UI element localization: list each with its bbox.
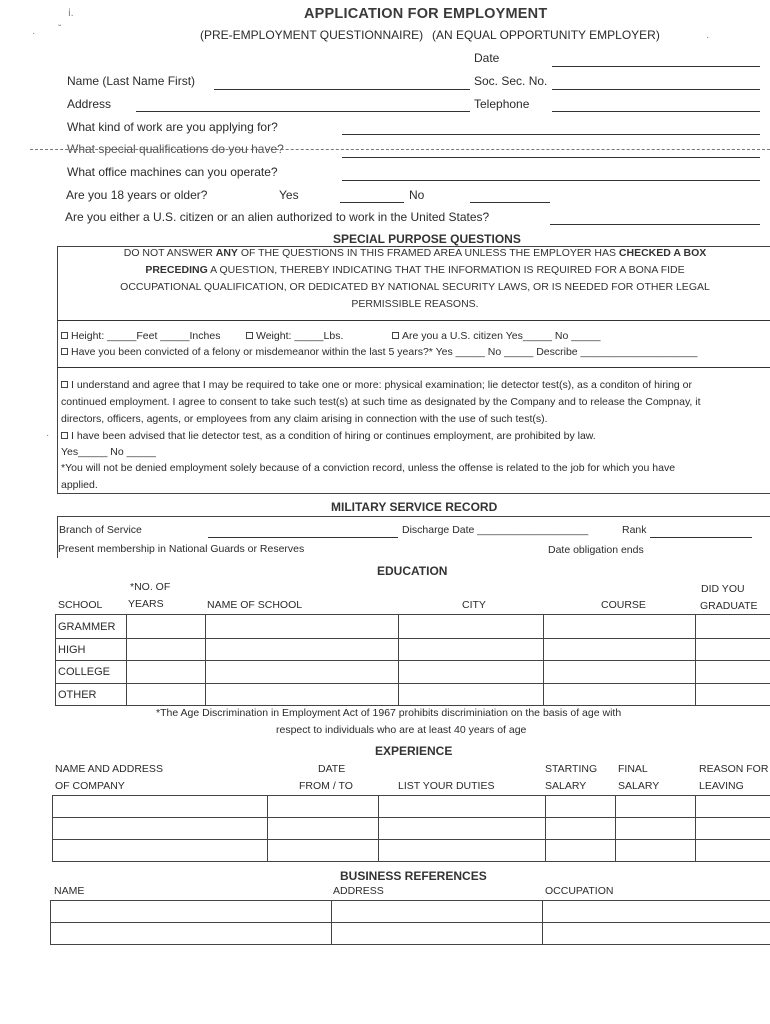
date-field[interactable] — [552, 66, 760, 67]
table-cell[interactable] — [53, 818, 268, 840]
table-cell[interactable] — [616, 840, 696, 862]
experience-table — [52, 795, 770, 862]
branch-label: Branch of Service — [59, 524, 142, 536]
agree-line-1: I understand and agree that I may be required to take one or more: physical examination; lie detector test(s), as a conditon of hiring or — [61, 379, 692, 391]
table-cell[interactable] — [543, 923, 770, 945]
company-header-1: NAME AND ADDRESS — [55, 763, 163, 775]
us-citizen-row: Are you a U.S. citizen Yes_____ No _____ — [392, 330, 600, 342]
machines-question: What office machines can you operate? — [67, 165, 278, 179]
table-cell[interactable] — [331, 923, 543, 945]
weight-checkbox[interactable] — [246, 332, 253, 339]
table-cell[interactable] — [398, 639, 544, 661]
address-field[interactable] — [136, 111, 470, 112]
table-cell[interactable] — [696, 639, 770, 661]
name-field[interactable] — [214, 89, 470, 90]
date-header-2: FROM / TO — [299, 780, 353, 792]
table-cell[interactable] — [126, 684, 205, 706]
education-heading: EDUCATION — [377, 564, 448, 578]
age-note-2: respect to individuals who are at least 40 years of age — [276, 724, 527, 736]
table-row — [53, 796, 770, 818]
table-cell[interactable] — [398, 661, 544, 684]
notice-divider — [57, 320, 770, 321]
table-cell[interactable] — [543, 901, 770, 923]
table-cell[interactable] — [398, 684, 544, 706]
table-cell[interactable] — [205, 615, 398, 639]
references-heading: BUSINESS REFERENCES — [340, 869, 487, 883]
scan-mark: · — [706, 32, 710, 43]
table-cell[interactable] — [378, 796, 546, 818]
form-subtitle-right: (AN EQUAL OPPORTUNITY EMPLOYER) — [432, 28, 660, 42]
ssn-label: Soc. Sec. No. — [474, 74, 548, 88]
graduate-header-1: DID YOU — [701, 583, 745, 595]
table-row — [56, 639, 770, 661]
height-row: Height: _____Feet _____Inches — [61, 330, 220, 342]
table-row — [53, 840, 770, 862]
table-cell[interactable] — [126, 639, 205, 661]
special-purpose-heading: SPECIAL PURPOSE QUESTIONS — [333, 232, 521, 246]
age-note-1: *The Age Discrimination in Employment Act of 1967 prohibits discriminiation on the basis of age with — [156, 707, 622, 719]
rank-label: Rank — [622, 524, 647, 536]
notice-line-1: DO NOT ANSWER ANY OF THE QUESTIONS IN THIS FRAMED AREA UNLESS THE EMPLOYER HAS CHECKED A BOX — [123, 247, 707, 259]
table-cell[interactable] — [696, 796, 770, 818]
table-cell[interactable] — [546, 818, 616, 840]
table-cell[interactable] — [53, 796, 268, 818]
table-cell[interactable] — [546, 840, 616, 862]
us-citizen-checkbox[interactable] — [392, 332, 399, 339]
agree-line-2: continued employment. I agree to consent to take such test(s) at such time as designated by the Company and to release the Compnay, it — [61, 396, 701, 408]
guard-label: Present membership in National Guards or Reserves — [58, 543, 305, 555]
felony-checkbox[interactable] — [61, 348, 68, 355]
qualifications-question: What special qualifications do you have? — [67, 142, 284, 156]
table-cell[interactable] — [205, 639, 398, 661]
education-row-label: COLLEGE — [56, 661, 127, 684]
references-table — [50, 900, 770, 945]
table-cell[interactable] — [696, 661, 770, 684]
address-label: Address — [67, 97, 112, 111]
military-heading: MILITARY SERVICE RECORD — [331, 500, 498, 514]
scan-mark: · — [46, 430, 50, 441]
table-cell[interactable] — [696, 615, 770, 639]
rank-field[interactable] — [650, 537, 752, 538]
table-cell[interactable] — [267, 818, 378, 840]
years-header-1: *NO. OF — [130, 581, 171, 593]
table-row — [56, 615, 770, 639]
age-yes-field[interactable] — [340, 202, 404, 203]
table-cell[interactable] — [398, 615, 544, 639]
table-cell[interactable] — [544, 661, 696, 684]
starting-salary-header-2: SALARY — [545, 780, 587, 792]
form-subtitle-left: (PRE-EMPLOYMENT QUESTIONNAIRE) — [200, 28, 424, 42]
citizen-field[interactable] — [550, 224, 760, 225]
education-row-label: OTHER — [56, 684, 127, 706]
agree-checkbox[interactable] — [61, 381, 68, 388]
telephone-field[interactable] — [552, 111, 760, 112]
duties-header: LIST YOUR DUTIES — [398, 780, 495, 792]
advised-checkbox[interactable] — [61, 432, 68, 439]
company-header-2: OF COMPANY — [55, 780, 125, 792]
machines-field[interactable] — [342, 180, 760, 181]
table-cell[interactable] — [378, 818, 546, 840]
table-cell[interactable] — [616, 796, 696, 818]
table-cell[interactable] — [544, 639, 696, 661]
table-cell[interactable] — [51, 923, 332, 945]
table-cell[interactable] — [331, 901, 543, 923]
branch-field[interactable] — [208, 537, 398, 538]
advised-yes-no: Yes_____ No _____ — [61, 446, 156, 458]
table-row — [56, 684, 770, 706]
school-name-header: NAME OF SCHOOL — [207, 599, 303, 611]
final-salary-header-1: FINAL — [618, 763, 648, 775]
table-row — [53, 818, 770, 840]
education-row-label: GRAMMER — [56, 615, 127, 639]
name-label: Name (Last Name First) — [67, 74, 196, 88]
school-header: SCHOOL — [58, 599, 103, 611]
date-label: Date — [474, 51, 500, 65]
scan-mark: ˇ — [58, 24, 62, 35]
citizen-question: Are you either a U.S. citizen or an alien authorized to work in the United States? — [65, 210, 490, 224]
years-header-2: YEARS — [128, 598, 164, 610]
table-row — [56, 661, 770, 684]
table-cell[interactable] — [205, 684, 398, 706]
table-cell[interactable] — [267, 840, 378, 862]
form-title: APPLICATION FOR EMPLOYMENT — [304, 6, 548, 22]
table-cell[interactable] — [696, 818, 770, 840]
felony-row: Have you been convicted of a felony or misdemeanor within the last 5 years?* Yes _____ No _____ Describe ____________________ — [61, 346, 697, 358]
ssn-field[interactable] — [552, 89, 760, 90]
reason-header-1: REASON FOR — [699, 763, 769, 775]
age-question: Are you 18 years or older? — [66, 188, 208, 202]
scan-mark: ⅰ. — [68, 8, 74, 19]
telephone-label: Telephone — [474, 97, 530, 111]
table-cell[interactable] — [205, 661, 398, 684]
notice-line-3: OCCUPATIONAL QUALIFICATION, OR DEDICATED BY NATIONAL SECURITY LAWS, OR IS NEEDED FOR OTHER LEGAL — [120, 281, 710, 293]
reference-occupation-header: OCCUPATION — [545, 885, 614, 897]
age-no-label: No — [409, 188, 425, 202]
weight-row: Weight: _____Lbs. — [246, 330, 343, 342]
age-yes-label: Yes — [279, 188, 299, 202]
work-question: What kind of work are you applying for? — [67, 120, 278, 134]
reference-address-header: ADDRESS — [333, 885, 384, 897]
table-cell[interactable] — [51, 901, 332, 923]
table-cell[interactable] — [544, 684, 696, 706]
starting-salary-header-1: STARTING — [545, 763, 598, 775]
education-row-label: HIGH — [56, 639, 127, 661]
table-cell[interactable] — [546, 796, 616, 818]
table-cell[interactable] — [378, 840, 546, 862]
notice-line-4: PERMISSIBLE REASONS. — [351, 298, 479, 310]
experience-heading: EXPERIENCE — [375, 744, 453, 758]
table-cell[interactable] — [53, 840, 268, 862]
agree-line-3: directors, officers, agents, or employees from any claim arising in connection with the use of such test(s). — [61, 413, 548, 425]
education-table — [55, 614, 770, 706]
table-cell[interactable] — [267, 796, 378, 818]
final-salary-header-2: SALARY — [618, 780, 660, 792]
reference-name-header: NAME — [54, 885, 85, 897]
reason-header-2: LEAVING — [699, 780, 744, 792]
qualifications-field[interactable] — [342, 157, 760, 158]
table-cell[interactable] — [126, 661, 205, 684]
course-header: COURSE — [601, 599, 646, 611]
conviction-note-1: *You will not be denied employment solely because of a conviction record, unless the offense is related to the job for which you have — [61, 462, 676, 474]
table-cell[interactable] — [696, 684, 770, 706]
advised-line: I have been advised that lie detector test, as a condition of hiring or continues employment, are prohibited by law. — [61, 430, 596, 442]
city-header: CITY — [462, 599, 486, 611]
table-cell[interactable] — [696, 840, 770, 862]
table-row — [51, 901, 770, 923]
age-no-field[interactable] — [470, 202, 550, 203]
conviction-note-2: applied. — [61, 479, 98, 491]
checkbox-divider — [57, 367, 770, 368]
discharge-label: Discharge Date ___________________ — [402, 524, 589, 536]
scan-mark: · — [32, 28, 36, 39]
notice-line-2: PRECEDING A QUESTION, THEREBY INDICATING THAT THE INFORMATION IS REQUIRED FOR A BONA FIDE — [145, 264, 685, 276]
graduate-header-2: GRADUATE — [700, 600, 758, 612]
obligation-label: Date obligation ends — [548, 544, 644, 556]
table-cell[interactable] — [126, 615, 205, 639]
table-cell[interactable] — [544, 615, 696, 639]
table-cell[interactable] — [616, 818, 696, 840]
height-checkbox[interactable] — [61, 332, 68, 339]
table-row — [51, 923, 770, 945]
work-field[interactable] — [342, 134, 760, 135]
date-header-1: DATE — [318, 763, 346, 775]
